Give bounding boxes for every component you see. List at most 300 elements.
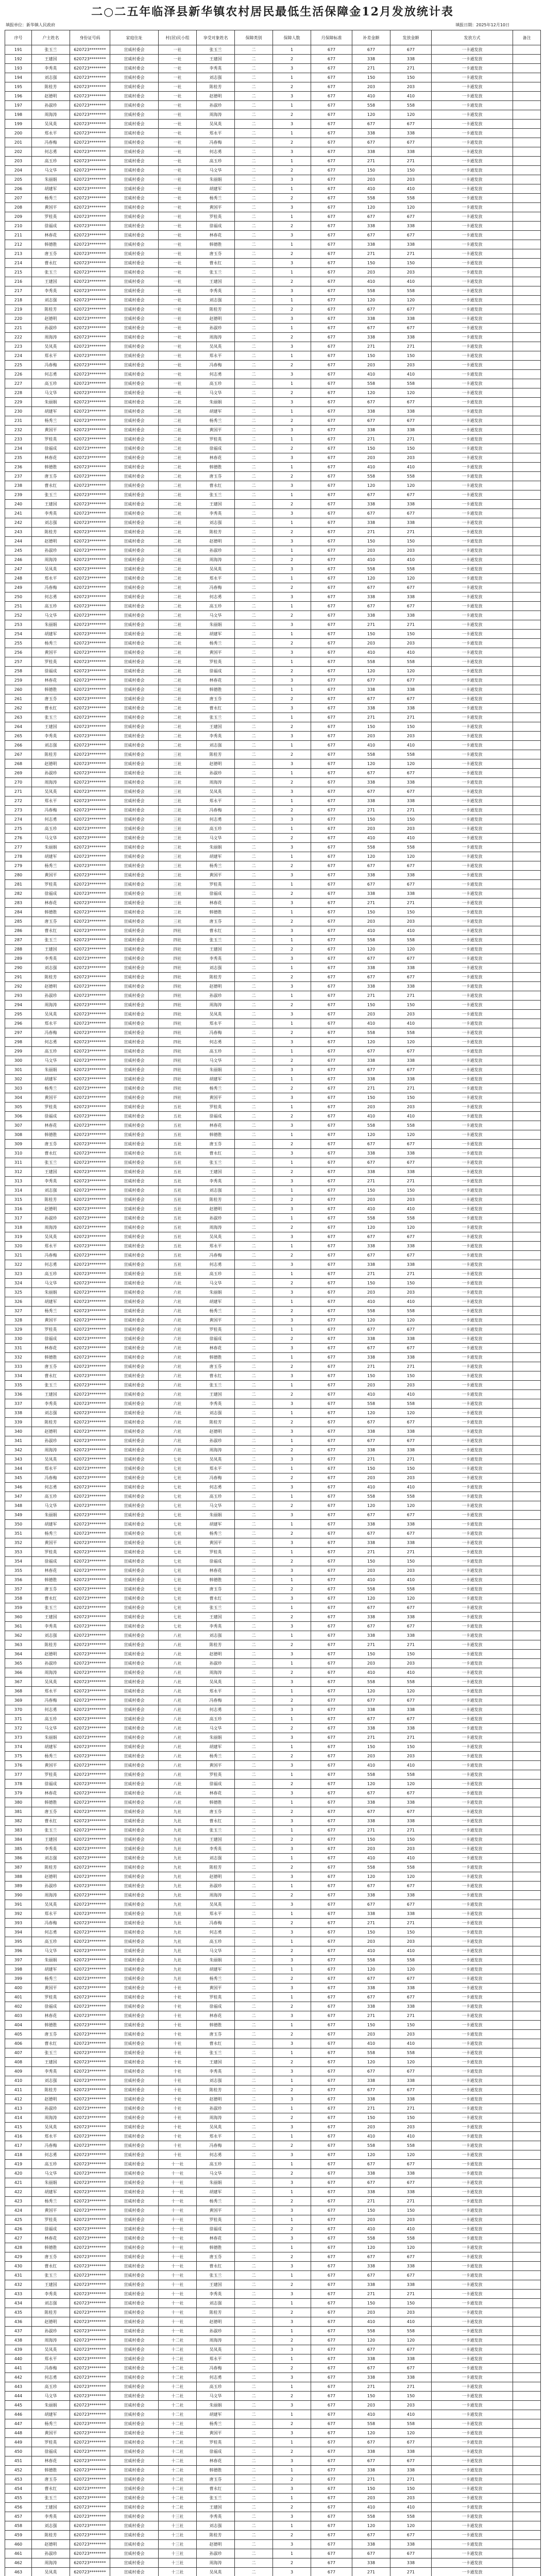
- amount-cell: 410: [390, 1297, 432, 1307]
- category-cell: 二: [235, 120, 273, 129]
- address-cell: 宣威村委会: [110, 157, 159, 166]
- amount-cell: 338: [390, 2466, 432, 2475]
- address-cell: 宣威村委会: [110, 1371, 159, 1381]
- member-cell: 罗桂英: [197, 1325, 235, 1334]
- head-cell: 孙淑珍: [32, 1659, 70, 1668]
- diff-cell: 677: [352, 1622, 390, 1631]
- category-cell: 二: [235, 1622, 273, 1631]
- address-cell: 宣威村委会: [110, 342, 159, 351]
- group-cell: 一社: [159, 64, 197, 73]
- group-cell: 一社: [159, 82, 197, 92]
- persons-cell: 2: [273, 138, 311, 147]
- standard-cell: 677: [311, 333, 352, 342]
- table-row: [5, 2197, 541, 2206]
- address-cell: 宣威村委会: [110, 2067, 159, 2076]
- category-cell: 二: [235, 472, 273, 481]
- category-cell: 二: [235, 1409, 273, 1418]
- persons-cell: 2: [273, 1640, 311, 1650]
- seq-cell: 231: [5, 416, 32, 426]
- persons-cell: 1: [273, 351, 311, 361]
- head-cell: 胡建军: [32, 1075, 70, 1084]
- head-cell: 陈桂芳: [32, 973, 70, 982]
- table-row: [5, 1761, 541, 1770]
- member-cell: 马文华: [197, 1724, 235, 1733]
- persons-cell: 2: [273, 82, 311, 92]
- group-cell: 十社: [159, 2076, 197, 2086]
- table-row: [5, 1501, 541, 1511]
- persons-cell: 1: [273, 2048, 311, 2058]
- head-cell: 张玉兰: [32, 936, 70, 945]
- standard-cell: 677: [311, 1956, 352, 1965]
- method-cell: 一卡通发放: [432, 1650, 513, 1659]
- id-cell: 620723********: [70, 101, 110, 110]
- diff-cell: 120: [352, 1316, 390, 1325]
- table-row: [5, 1353, 541, 1362]
- remark-cell: [513, 509, 541, 518]
- diff-cell: 271: [352, 1269, 390, 1279]
- category-cell: 二: [235, 1047, 273, 1056]
- address-cell: 宣威村委会: [110, 741, 159, 750]
- method-cell: 一卡通发放: [432, 296, 513, 305]
- category-cell: 二: [235, 2401, 273, 2410]
- seq-cell: 205: [5, 175, 32, 184]
- diff-cell: 677: [352, 1418, 390, 1427]
- remark-cell: [513, 2160, 541, 2169]
- method-cell: 一卡通发放: [432, 147, 513, 157]
- category-cell: 二: [235, 1093, 273, 1103]
- table-row: [5, 490, 541, 500]
- persons-cell: 1: [273, 741, 311, 750]
- method-cell: 一卡通发放: [432, 2540, 513, 2549]
- head-cell: 王建国: [32, 1613, 70, 1622]
- category-cell: 二: [235, 1427, 273, 1436]
- persons-cell: 1: [273, 1325, 311, 1334]
- table-row: [5, 2104, 541, 2113]
- remark-cell: [513, 351, 541, 361]
- seq-cell: 229: [5, 398, 32, 407]
- persons-cell: 1: [273, 2549, 311, 2558]
- member-cell: 刘志强: [197, 73, 235, 82]
- group-cell: 六社: [159, 1418, 197, 1427]
- head-cell: 曹永红: [32, 481, 70, 490]
- method-cell: 一卡通发放: [432, 945, 513, 954]
- method-cell: 一卡通发放: [432, 361, 513, 370]
- address-cell: 宣威村委会: [110, 1381, 159, 1390]
- amount-cell: 677: [390, 416, 432, 426]
- member-cell: 吴凤英: [197, 787, 235, 796]
- remark-cell: [513, 583, 541, 592]
- id-cell: 620723********: [70, 1752, 110, 1761]
- member-cell: 曹永红: [197, 2484, 235, 2494]
- member-cell: 朱丽娟: [197, 1733, 235, 1742]
- remark-cell: [513, 184, 541, 194]
- category-cell: 二: [235, 1733, 273, 1742]
- standard-cell: 677: [311, 2429, 352, 2438]
- member-cell: 赵德明: [197, 759, 235, 769]
- remark-cell: [513, 1733, 541, 1742]
- address-cell: 宣威村委会: [110, 2188, 159, 2197]
- category-cell: 二: [235, 1752, 273, 1761]
- category-cell: 二: [235, 2225, 273, 2234]
- category-cell: 二: [235, 2392, 273, 2401]
- method-cell: 一卡通发放: [432, 2475, 513, 2484]
- group-cell: 十一社: [159, 2262, 197, 2271]
- remark-cell: [513, 1891, 541, 1900]
- table-row: [5, 2160, 541, 2169]
- method-cell: 一卡通发放: [432, 2021, 513, 2030]
- persons-cell: 1: [273, 2215, 311, 2225]
- amount-cell: 271: [390, 1733, 432, 1742]
- id-cell: 620723********: [70, 55, 110, 64]
- persons-cell: 3: [273, 64, 311, 73]
- table-row: [5, 963, 541, 973]
- persons-cell: 3: [273, 843, 311, 852]
- diff-cell: 338: [352, 1909, 390, 1919]
- table-row: [5, 1371, 541, 1381]
- standard-cell: 677: [311, 203, 352, 212]
- member-cell: 赵德明: [197, 982, 235, 991]
- remark-cell: [513, 518, 541, 528]
- group-cell: 三社: [159, 769, 197, 778]
- address-cell: 宣威村委会: [110, 1677, 159, 1687]
- remark-cell: [513, 45, 541, 55]
- head-cell: 杨秀兰: [32, 194, 70, 203]
- method-cell: 一卡通发放: [432, 1492, 513, 1501]
- col-persons: 保障人数: [273, 30, 311, 45]
- method-cell: 一卡通发放: [432, 1019, 513, 1028]
- member-cell: 林春花: [197, 1789, 235, 1798]
- method-cell: 一卡通发放: [432, 1882, 513, 1891]
- amount-cell: 677: [390, 1900, 432, 1909]
- method-cell: 一卡通发放: [432, 2364, 513, 2373]
- amount-cell: 677: [390, 861, 432, 871]
- head-cell: 周海涛: [32, 778, 70, 787]
- standard-cell: 677: [311, 1381, 352, 1390]
- group-cell: 十三社: [159, 2540, 197, 2549]
- persons-cell: 3: [273, 1065, 311, 1075]
- amount-cell: 120: [390, 852, 432, 861]
- category-cell: 二: [235, 1529, 273, 1538]
- diff-cell: 338: [352, 222, 390, 231]
- standard-cell: 677: [311, 379, 352, 388]
- seq-cell: 287: [5, 936, 32, 945]
- address-cell: 宣威村委会: [110, 305, 159, 314]
- category-cell: 二: [235, 945, 273, 954]
- group-cell: 二社: [159, 602, 197, 611]
- remark-cell: [513, 1093, 541, 1103]
- table-row: [5, 1409, 541, 1418]
- persons-cell: 3: [273, 231, 311, 240]
- remark-cell: [513, 880, 541, 889]
- member-cell: 周海涛: [197, 1223, 235, 1232]
- standard-cell: 677: [311, 1511, 352, 1520]
- standard-cell: 677: [311, 1993, 352, 2002]
- table-row: [5, 203, 541, 212]
- member-cell: 曹永红: [197, 2039, 235, 2048]
- id-cell: 620723********: [70, 73, 110, 82]
- category-cell: 二: [235, 630, 273, 639]
- group-cell: 十一社: [159, 2225, 197, 2234]
- remark-cell: [513, 1065, 541, 1075]
- method-cell: 一卡通发放: [432, 630, 513, 639]
- seq-cell: 326: [5, 1297, 32, 1307]
- persons-cell: 1: [273, 1826, 311, 1835]
- method-cell: 一卡通发放: [432, 871, 513, 880]
- remark-cell: [513, 249, 541, 259]
- category-cell: 二: [235, 2030, 273, 2039]
- table-row: [5, 1473, 541, 1483]
- address-cell: 宣威村委会: [110, 1650, 159, 1659]
- remark-cell: [513, 2150, 541, 2160]
- method-cell: 一卡通发放: [432, 1733, 513, 1742]
- group-cell: 十社: [159, 2132, 197, 2141]
- group-cell: 五社: [159, 1177, 197, 1186]
- id-cell: 620723********: [70, 2160, 110, 2169]
- head-cell: 杨秀兰: [32, 639, 70, 648]
- remark-cell: [513, 2262, 541, 2271]
- persons-cell: 1: [273, 1075, 311, 1084]
- persons-cell: 2: [273, 1279, 311, 1288]
- seq-cell: 224: [5, 351, 32, 361]
- group-cell: 三社: [159, 852, 197, 861]
- head-cell: 赵德明: [32, 92, 70, 101]
- amount-cell: 150: [390, 1557, 432, 1566]
- remark-cell: [513, 852, 541, 861]
- table-row: [5, 1965, 541, 1974]
- remark-cell: [513, 1177, 541, 1186]
- method-cell: 一卡通发放: [432, 2438, 513, 2447]
- id-cell: 620723********: [70, 1668, 110, 1677]
- seq-cell: 367: [5, 1677, 32, 1687]
- address-cell: 宣威村委会: [110, 1112, 159, 1121]
- standard-cell: 677: [311, 555, 352, 565]
- persons-cell: 1: [273, 546, 311, 555]
- method-cell: 一卡通发放: [432, 2392, 513, 2401]
- address-cell: 宣威村委会: [110, 2521, 159, 2531]
- member-cell: 陈桂芳: [197, 528, 235, 537]
- method-cell: 一卡通发放: [432, 2317, 513, 2327]
- diff-cell: 150: [352, 1093, 390, 1103]
- persons-cell: 1: [273, 936, 311, 945]
- category-cell: 二: [235, 1817, 273, 1826]
- amount-cell: 150: [390, 1371, 432, 1381]
- method-cell: 一卡通发放: [432, 453, 513, 463]
- seq-cell: 412: [5, 2095, 32, 2104]
- amount-cell: 203: [390, 82, 432, 92]
- persons-cell: 3: [273, 1733, 311, 1742]
- id-cell: 620723********: [70, 1548, 110, 1557]
- id-cell: 620723********: [70, 1585, 110, 1594]
- seq-cell: 223: [5, 342, 32, 351]
- remark-cell: [513, 630, 541, 639]
- standard-cell: 677: [311, 1140, 352, 1149]
- amount-cell: 410: [390, 1205, 432, 1214]
- group-cell: 八社: [159, 1650, 197, 1659]
- table-row: [5, 2178, 541, 2188]
- method-cell: 一卡通发放: [432, 342, 513, 351]
- method-cell: 一卡通发放: [432, 2086, 513, 2095]
- remark-cell: [513, 704, 541, 713]
- persons-cell: 1: [273, 685, 311, 694]
- id-cell: 620723********: [70, 1010, 110, 1019]
- table-row: [5, 1594, 541, 1603]
- standard-cell: 677: [311, 1307, 352, 1316]
- address-cell: 宣威村委会: [110, 1140, 159, 1149]
- group-cell: 五社: [159, 1205, 197, 1214]
- persons-cell: 2: [273, 2225, 311, 2234]
- remark-cell: [513, 463, 541, 472]
- id-cell: 620723********: [70, 2011, 110, 2021]
- persons-cell: 2: [273, 388, 311, 398]
- seq-cell: 454: [5, 2484, 32, 2494]
- diff-cell: 558: [352, 750, 390, 759]
- member-cell: 曹永红: [197, 481, 235, 490]
- table-row: [5, 305, 541, 314]
- amount-cell: 677: [390, 1065, 432, 1075]
- id-cell: 620723********: [70, 2104, 110, 2113]
- standard-cell: 677: [311, 2188, 352, 2197]
- address-cell: 宣威村委会: [110, 2058, 159, 2067]
- method-cell: 一卡通发放: [432, 1511, 513, 1520]
- member-cell: 李秀英: [197, 732, 235, 741]
- persons-cell: 2: [273, 194, 311, 203]
- member-cell: 黄国平: [197, 648, 235, 657]
- table-row: [5, 1242, 541, 1251]
- id-cell: 620723********: [70, 1436, 110, 1446]
- category-cell: 二: [235, 2540, 273, 2549]
- standard-cell: 677: [311, 388, 352, 398]
- method-cell: 一卡通发放: [432, 667, 513, 676]
- diff-cell: 150: [352, 1464, 390, 1473]
- seq-cell: 261: [5, 694, 32, 704]
- diff-cell: 677: [352, 2067, 390, 2076]
- amount-cell: 338: [390, 2354, 432, 2364]
- group-cell: 八社: [159, 1705, 197, 1715]
- amount-cell: 338: [390, 1984, 432, 1993]
- id-cell: 620723********: [70, 1001, 110, 1010]
- standard-cell: 677: [311, 750, 352, 759]
- standard-cell: 677: [311, 2030, 352, 2039]
- method-cell: 一卡通发放: [432, 1084, 513, 1093]
- standard-cell: 677: [311, 2382, 352, 2392]
- standard-cell: 677: [311, 2252, 352, 2262]
- id-cell: 620723********: [70, 1529, 110, 1538]
- address-cell: 宣威村委会: [110, 1130, 159, 1140]
- group-cell: 十二社: [159, 2438, 197, 2447]
- address-cell: 宣威村委会: [110, 1483, 159, 1492]
- group-cell: 二社: [159, 490, 197, 500]
- method-cell: 一卡通发放: [432, 184, 513, 194]
- standard-cell: 677: [311, 973, 352, 982]
- category-cell: 二: [235, 2243, 273, 2252]
- seq-cell: 368: [5, 1687, 32, 1696]
- head-cell: 唐玉芬: [32, 2475, 70, 2484]
- diff-cell: 120: [352, 2429, 390, 2438]
- member-cell: 杨秀兰: [197, 2419, 235, 2429]
- table-row: [5, 2076, 541, 2086]
- seq-cell: 259: [5, 676, 32, 685]
- address-cell: 宣威村委会: [110, 1455, 159, 1464]
- group-cell: 八社: [159, 1752, 197, 1761]
- amount-cell: 150: [390, 2484, 432, 2494]
- method-cell: 一卡通发放: [432, 2197, 513, 2206]
- seq-cell: 218: [5, 296, 32, 305]
- remark-cell: [513, 2021, 541, 2030]
- persons-cell: 1: [273, 407, 311, 416]
- amount-cell: 677: [390, 1807, 432, 1817]
- group-cell: 一社: [159, 184, 197, 194]
- id-cell: 620723********: [70, 518, 110, 528]
- group-cell: 四社: [159, 936, 197, 945]
- seq-cell: 351: [5, 1529, 32, 1538]
- address-cell: 宣威村委会: [110, 722, 159, 732]
- diff-cell: 410: [352, 370, 390, 379]
- id-cell: 620723********: [70, 2002, 110, 2011]
- persons-cell: 1: [273, 2410, 311, 2419]
- category-cell: 二: [235, 2150, 273, 2160]
- seq-cell: 216: [5, 277, 32, 286]
- member-cell: 赵德明: [197, 1872, 235, 1882]
- amount-cell: 271: [390, 899, 432, 908]
- id-cell: 620723********: [70, 2401, 110, 2410]
- id-cell: 620723********: [70, 194, 110, 203]
- method-cell: 一卡通发放: [432, 917, 513, 926]
- persons-cell: 3: [273, 426, 311, 435]
- category-cell: 二: [235, 1344, 273, 1353]
- diff-cell: 203: [352, 1937, 390, 1946]
- diff-cell: 203: [352, 1473, 390, 1483]
- standard-cell: 677: [311, 1946, 352, 1956]
- method-cell: 一卡通发放: [432, 203, 513, 212]
- remark-cell: [513, 1279, 541, 1288]
- diff-cell: 120: [352, 296, 390, 305]
- remark-cell: [513, 55, 541, 64]
- standard-cell: 677: [311, 2438, 352, 2447]
- category-cell: 二: [235, 212, 273, 222]
- seq-cell: 277: [5, 843, 32, 852]
- amount-cell: 338: [390, 889, 432, 899]
- id-cell: 620723********: [70, 2197, 110, 2206]
- standard-cell: 677: [311, 2104, 352, 2113]
- address-cell: 宣威村委会: [110, 407, 159, 416]
- method-cell: 一卡通发放: [432, 129, 513, 138]
- standard-cell: 677: [311, 2299, 352, 2308]
- category-cell: 二: [235, 1353, 273, 1362]
- amount-cell: 338: [390, 1909, 432, 1919]
- standard-cell: 677: [311, 1483, 352, 1492]
- persons-cell: 2: [273, 2475, 311, 2484]
- group-cell: 十二社: [159, 2456, 197, 2466]
- category-cell: 二: [235, 166, 273, 175]
- head-cell: 杨秀兰: [32, 2197, 70, 2206]
- category-cell: 二: [235, 1446, 273, 1455]
- persons-cell: 1: [273, 2132, 311, 2141]
- head-cell: 周海涛: [32, 555, 70, 565]
- category-cell: 二: [235, 342, 273, 351]
- address-cell: 宣威村委会: [110, 796, 159, 806]
- category-cell: 二: [235, 2280, 273, 2290]
- address-cell: 宣威村委会: [110, 1937, 159, 1946]
- address-cell: 宣威村委会: [110, 453, 159, 463]
- member-cell: 朱丽娟: [197, 620, 235, 630]
- group-cell: 二社: [159, 648, 197, 657]
- address-cell: 宣威村委会: [110, 2568, 159, 2576]
- amount-cell: 558: [390, 286, 432, 296]
- method-cell: 一卡通发放: [432, 120, 513, 129]
- persons-cell: 2: [273, 55, 311, 64]
- member-cell: 周海涛: [197, 778, 235, 787]
- table-row: [5, 2113, 541, 2123]
